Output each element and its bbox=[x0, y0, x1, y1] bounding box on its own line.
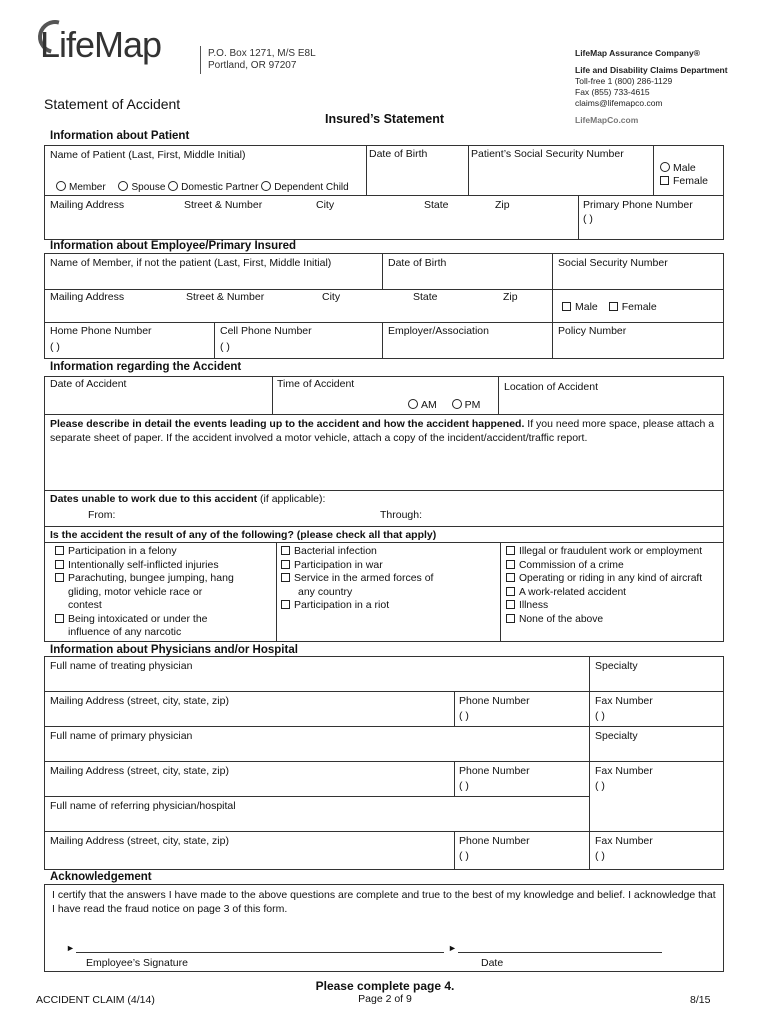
accident-date-label: Date of Accident bbox=[50, 378, 127, 390]
footer-page-number: Page 2 of 9 bbox=[358, 993, 412, 1005]
member-name-label: Name of Member, if not the patient (Last, First, Middle Initial) bbox=[50, 257, 332, 269]
result-list-col1: Participation in a felony Intentionally self-inflicted injuries Parachuting, bungee jumping, hang gliding, motor vehicle race or contest Being intoxicated or under the influence of any narcotic bbox=[55, 545, 234, 640]
checkbox-icon bbox=[55, 546, 64, 555]
member-dob-label: Date of Birth bbox=[388, 257, 447, 269]
radio-icon bbox=[56, 181, 66, 191]
dates-unable-label: Dates unable to work due to this accident (if applicable): bbox=[50, 493, 326, 505]
result-question: Is the accident the result of any of the following? (please check all that apply) bbox=[50, 529, 437, 541]
checkbox-icon bbox=[55, 614, 64, 623]
referring-fax-label: Fax Number bbox=[595, 835, 653, 847]
from-label: From: bbox=[88, 509, 116, 521]
treating-phone-field[interactable]: ( ) bbox=[459, 710, 469, 722]
primary-mailing-label: Mailing Address (street, city, state, zip) bbox=[50, 765, 229, 777]
policy-label: Policy Number bbox=[558, 325, 627, 337]
footer-form-code: ACCIDENT CLAIM (4/14) bbox=[36, 994, 155, 1006]
member-female-option[interactable]: Female bbox=[609, 301, 657, 313]
company-logo: LifeMap bbox=[40, 24, 162, 65]
checkbox-icon bbox=[506, 614, 515, 623]
checkbox-icon bbox=[506, 573, 515, 582]
mailing-address-block bbox=[208, 48, 316, 72]
header-divider bbox=[200, 46, 201, 74]
opt-parachuting[interactable]: Parachuting, bungee jumping, hang bbox=[55, 572, 234, 586]
opt-illness[interactable]: Illness bbox=[506, 599, 702, 613]
patient-dob-label: Date of Birth bbox=[369, 148, 428, 160]
opt-work-related[interactable]: A work-related accident bbox=[506, 586, 702, 600]
opt-war[interactable]: Participation in war bbox=[281, 559, 433, 573]
referring-phone-label: Phone Number bbox=[459, 835, 530, 847]
subtitle: Insured’s Statement bbox=[325, 112, 445, 126]
footer-complete-note: Please complete page 4. bbox=[315, 979, 455, 993]
primary-phone-field[interactable]: ( ) bbox=[459, 780, 469, 792]
email: claims@lifemapco.com bbox=[575, 98, 663, 108]
opt-illegal[interactable]: Illegal or fraudulent work or employment bbox=[506, 545, 702, 559]
ack-text: I certify that the answers I have made to the above questions are complete and true to the best of my knowledge and belief. I acknowledge that I have read the fraud notice on page 3 of this form. bbox=[52, 889, 716, 915]
checkbox-icon bbox=[281, 600, 290, 609]
treating-fax-field[interactable]: ( ) bbox=[595, 710, 605, 722]
member-mailing-label: Mailing Address bbox=[50, 291, 125, 303]
radio-icon bbox=[452, 399, 462, 409]
opt-armed-forces[interactable]: Service in the armed forces of bbox=[281, 572, 433, 586]
patient-heading: Information about Patient bbox=[50, 130, 190, 142]
primary-fax-label: Fax Number bbox=[595, 765, 653, 777]
company-name: LifeMap Assurance Company® bbox=[575, 48, 700, 58]
date-arrow-icon: ► bbox=[448, 943, 457, 953]
opt-bacterial[interactable]: Bacterial infection bbox=[281, 545, 433, 559]
patient-ssn-label: Patient’s Social Security Number bbox=[471, 148, 624, 160]
cell-phone-field[interactable]: ( ) bbox=[220, 341, 230, 353]
website: LifeMapCo.com bbox=[575, 115, 639, 125]
treating-specialty-label: Specialty bbox=[595, 660, 638, 672]
treating-fax-label: Fax Number bbox=[595, 695, 653, 707]
patient-male-option[interactable]: Male bbox=[660, 162, 708, 175]
checkbox-icon bbox=[281, 560, 290, 569]
opt-felony[interactable]: Participation in a felony bbox=[55, 545, 234, 559]
footer-date-code: 8/15 bbox=[690, 994, 711, 1006]
patient-street-label: Street & Number bbox=[184, 199, 263, 211]
checkbox-icon bbox=[55, 560, 64, 569]
referring-physician-label: Full name of referring physician/hospital bbox=[50, 800, 236, 812]
po-box: P.O. Box 1271, M/S E8L bbox=[208, 48, 316, 59]
accident-location-label: Location of Accident bbox=[504, 381, 598, 393]
member-city-label: City bbox=[322, 291, 341, 303]
patient-name-label: Name of Patient (Last, First, Middle Initial) bbox=[50, 149, 246, 161]
checkbox-icon bbox=[506, 587, 515, 596]
patient-mailing-label: Mailing Address bbox=[50, 199, 125, 211]
signature-label: Employee’s Signature bbox=[86, 957, 188, 969]
patient-phone-field[interactable]: ( ) bbox=[583, 213, 593, 225]
primary-specialty-label: Specialty bbox=[595, 730, 638, 742]
accident-description-instructions: Please describe in detail the events leading up to the accident and how the accident happened. If you need more space, please attach a separate sheet of paper. If the accident involved a motor vehicle, attach a copy of the incident/accident/traffic report. bbox=[50, 418, 715, 444]
result-list-col2: Bacterial infection Participation in war Service in the armed forces of any country Participation in a riot bbox=[281, 545, 433, 613]
radio-icon bbox=[408, 399, 418, 409]
checkbox-icon bbox=[281, 546, 290, 555]
checkbox-icon bbox=[609, 302, 618, 311]
rel-member-option[interactable]: Member bbox=[56, 182, 106, 193]
referring-mailing-label: Mailing Address (street, city, state, zip) bbox=[50, 835, 229, 847]
treating-mailing-label: Mailing Address (street, city, state, zip) bbox=[50, 695, 229, 707]
signature-line[interactable] bbox=[76, 952, 444, 953]
opt-riot[interactable]: Participation in a riot bbox=[281, 599, 433, 613]
patient-zip-label: Zip bbox=[495, 199, 510, 211]
checkbox-icon bbox=[506, 560, 515, 569]
radio-icon bbox=[168, 181, 178, 191]
accident-heading: Information regarding the Accident bbox=[50, 361, 242, 373]
rel-spouse-option[interactable]: Spouse bbox=[118, 182, 165, 193]
tollfree: Toll-free 1 (800) 286-1129 bbox=[575, 76, 673, 86]
through-label: Through: bbox=[380, 509, 423, 521]
claims-dept: Life and Disability Claims Department bbox=[575, 65, 728, 75]
opt-self-inflicted[interactable]: Intentionally self-inflicted injuries bbox=[55, 559, 234, 573]
checkbox-icon bbox=[506, 546, 515, 555]
treating-phone-label: Phone Number bbox=[459, 695, 530, 707]
member-ssn-label: Social Security Number bbox=[558, 257, 668, 269]
employer-label: Employer/Association bbox=[388, 325, 489, 337]
home-phone-label: Home Phone Number bbox=[50, 325, 152, 337]
member-street-label: Street & Number bbox=[186, 291, 265, 303]
po-city: Portland, OR 97207 bbox=[208, 60, 297, 71]
opt-none[interactable]: None of the above bbox=[506, 613, 702, 627]
pm-option[interactable]: PM bbox=[452, 399, 481, 411]
result-list-col3 bbox=[506, 545, 702, 626]
physicians-heading: Information about Physicians and/or Hospital bbox=[50, 644, 298, 656]
patient-state-label: State bbox=[424, 199, 449, 211]
company-contact-block bbox=[575, 48, 728, 126]
radio-icon bbox=[261, 181, 271, 191]
opt-crime[interactable]: Commission of a crime bbox=[506, 559, 702, 573]
date-label: Date bbox=[481, 957, 504, 969]
home-phone-field[interactable]: ( ) bbox=[50, 341, 60, 353]
date-line[interactable] bbox=[458, 952, 662, 953]
referring-fax-field[interactable]: ( ) bbox=[595, 850, 605, 862]
patient-female-option[interactable]: Female bbox=[660, 175, 708, 188]
am-option[interactable]: AM bbox=[408, 399, 437, 411]
primary-fax-field[interactable]: ( ) bbox=[595, 780, 605, 792]
rel-child-option[interactable]: Dependent Child bbox=[261, 182, 349, 193]
member-zip-label: Zip bbox=[503, 291, 518, 303]
footer-center bbox=[285, 979, 485, 1005]
ack-heading: Acknowledgement bbox=[50, 871, 152, 883]
employee-heading: Information about Employee/Primary Insured bbox=[50, 240, 297, 252]
referring-phone-field[interactable]: ( ) bbox=[459, 850, 469, 862]
checkbox-icon bbox=[281, 573, 290, 582]
accident-time-label: Time of Accident bbox=[277, 378, 355, 390]
treating-physician-label: Full name of treating physician bbox=[50, 660, 193, 672]
primary-phone-label: Phone Number bbox=[459, 765, 530, 777]
primary-physician-label: Full name of primary physician bbox=[50, 730, 193, 742]
radio-icon bbox=[118, 181, 128, 191]
cell-phone-label: Cell Phone Number bbox=[220, 325, 312, 337]
form-title: Statement of Accident bbox=[44, 96, 181, 112]
patient-phone-label: Primary Phone Number bbox=[583, 199, 693, 211]
fax: Fax (855) 733-4615 bbox=[575, 87, 650, 97]
member-state-label: State bbox=[413, 291, 438, 303]
patient-city-label: City bbox=[316, 199, 335, 211]
opt-aircraft[interactable]: Operating or riding in any kind of aircraft bbox=[506, 572, 702, 586]
checkbox-icon bbox=[660, 176, 669, 185]
member-male-option[interactable]: Male bbox=[562, 301, 598, 313]
radio-icon bbox=[660, 162, 670, 172]
opt-intoxicated[interactable]: Being intoxicated or under the bbox=[55, 613, 234, 627]
checkbox-icon bbox=[55, 573, 64, 582]
rel-partner-option[interactable]: Domestic Partner bbox=[168, 182, 258, 193]
signature-arrow-icon: ► bbox=[66, 943, 75, 953]
checkbox-icon bbox=[506, 600, 515, 609]
checkbox-icon bbox=[562, 302, 571, 311]
